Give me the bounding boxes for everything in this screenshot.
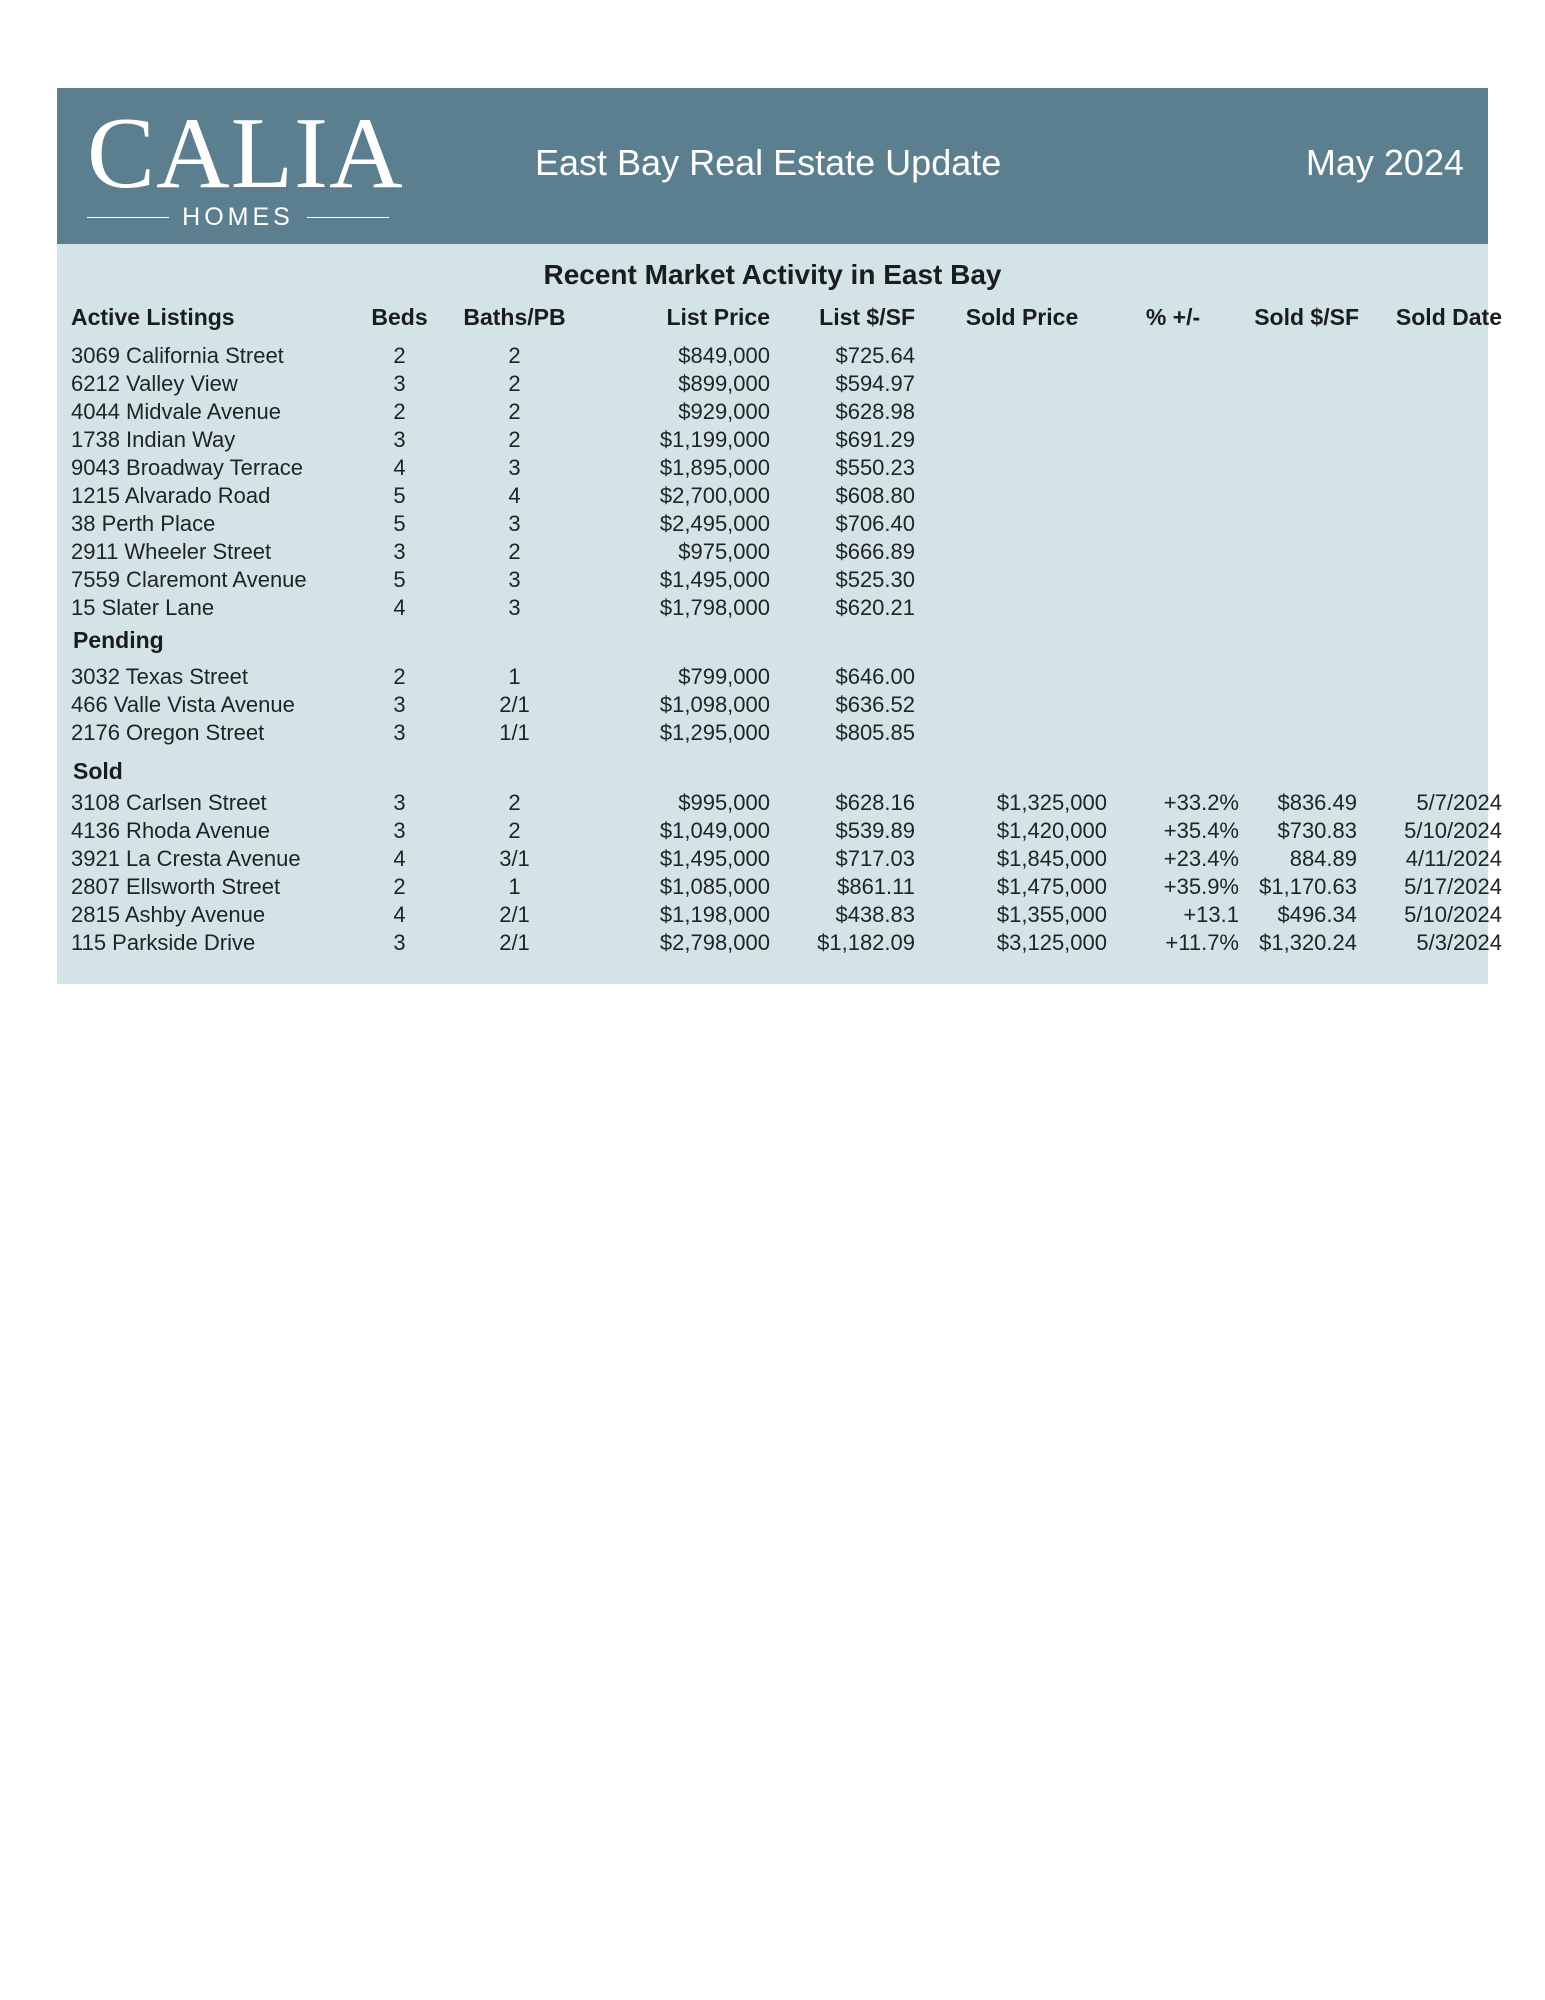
- cell-beds: 5: [393, 511, 406, 536]
- cell-list-price: $1,895,000: [659, 455, 770, 480]
- cell-address: 9043 Broadway Terrace: [71, 455, 303, 480]
- header-banner: [57, 88, 1488, 244]
- cell-price-change: +35.9%: [1163, 874, 1239, 899]
- cell-list-price-per-sf: $666.89: [835, 539, 915, 564]
- cell-list-price-per-sf: $805.85: [835, 720, 915, 745]
- cell-address: 4044 Midvale Avenue: [71, 399, 281, 424]
- cell-price-change: +23.4%: [1163, 846, 1239, 871]
- column-header-col: % +/-: [1145, 304, 1201, 330]
- cell-list-price: $1,198,000: [659, 902, 770, 927]
- cell-beds: 3: [393, 720, 406, 745]
- column-header-list-sf: List $/SF: [819, 304, 915, 330]
- column-header-sold-price: Sold Price: [965, 304, 1079, 330]
- cell-sold-price: $3,125,000: [996, 930, 1107, 955]
- cell-list-price-per-sf: $861.11: [837, 874, 915, 899]
- cell-sold-price-per-sf: $1,170.63: [1259, 874, 1357, 899]
- cell-baths: 2/1: [499, 692, 530, 717]
- cell-sold-price: $1,420,000: [996, 818, 1107, 843]
- group-label-pending: Pending: [73, 627, 164, 653]
- cell-list-price: $1,199,000: [659, 427, 770, 452]
- cell-sold-date: 5/10/2024: [1404, 902, 1502, 927]
- cell-list-price-per-sf: $550.23: [835, 455, 915, 480]
- report-title: East Bay Real Estate Update: [535, 142, 1002, 183]
- cell-list-price: $899,000: [678, 371, 770, 396]
- cell-address: 38 Perth Place: [71, 511, 216, 536]
- cell-baths: 3: [508, 455, 521, 480]
- cell-price-change: +35.4%: [1163, 818, 1239, 843]
- cell-list-price-per-sf: $725.64: [835, 343, 915, 368]
- cell-list-price: $2,798,000: [659, 930, 770, 955]
- cell-baths: 1: [508, 874, 521, 899]
- cell-list-price: $849,000: [678, 343, 770, 368]
- cell-address: 6212 Valley View: [71, 371, 238, 396]
- cell-baths: 2/1: [499, 902, 530, 927]
- cell-sold-price-per-sf: $496.34: [1277, 902, 1357, 927]
- cell-baths: 3: [508, 567, 521, 592]
- cell-baths: 1/1: [499, 720, 530, 745]
- cell-beds: 3: [393, 790, 406, 815]
- logo-wordmark: CALIA: [87, 97, 404, 210]
- cell-baths: 2: [508, 343, 521, 368]
- cell-address: 2176 Oregon Street: [71, 720, 265, 745]
- cell-beds: 2: [393, 664, 406, 689]
- cell-baths: 2: [508, 371, 521, 396]
- cell-address: 2807 Ellsworth Street: [71, 874, 281, 899]
- cell-address: 1215 Alvarado Road: [71, 483, 271, 508]
- cell-baths: 2: [508, 790, 521, 815]
- cell-price-change: +11.7%: [1165, 930, 1239, 955]
- logo-subtitle: HOMES: [182, 202, 294, 231]
- cell-sold-price: $1,325,000: [996, 790, 1107, 815]
- cell-beds: 5: [393, 567, 406, 592]
- cell-address: 466 Valle Vista Avenue: [71, 692, 295, 717]
- cell-list-price: $1,098,000: [659, 692, 770, 717]
- logo-rule-left: [87, 217, 169, 218]
- cell-address: 4136 Rhoda Avenue: [71, 818, 270, 843]
- section-title: Recent Market Activity in East Bay: [543, 259, 1002, 290]
- cell-list-price-per-sf: $691.29: [835, 427, 915, 452]
- cell-baths: 3: [508, 511, 521, 536]
- cell-list-price-per-sf: $438.83: [835, 902, 915, 927]
- cell-list-price: $1,495,000: [659, 846, 770, 871]
- cell-list-price-per-sf: $594.97: [835, 371, 915, 396]
- cell-price-change: +13.1: [1183, 902, 1239, 927]
- cell-list-price-per-sf: $1,182.09: [817, 930, 915, 955]
- cell-beds: 3: [393, 930, 406, 955]
- cell-beds: 3: [393, 818, 406, 843]
- cell-price-change: +33.2%: [1163, 790, 1239, 815]
- cell-sold-price-per-sf: $1,320.24: [1259, 930, 1357, 955]
- logo-subline: [87, 202, 389, 232]
- cell-sold-date: 5/3/2024: [1416, 930, 1502, 955]
- cell-sold-date: 5/10/2024: [1404, 818, 1502, 843]
- column-header-list-price: List Price: [666, 304, 770, 330]
- cell-beds: 3: [393, 539, 406, 564]
- cell-beds: 4: [393, 595, 406, 620]
- cell-list-price-per-sf: $636.52: [835, 692, 915, 717]
- column-header-beds: Beds: [371, 304, 428, 330]
- cell-list-price: $1,085,000: [659, 874, 770, 899]
- cell-sold-price-per-sf: $836.49: [1277, 790, 1357, 815]
- cell-beds: 3: [393, 371, 406, 396]
- cell-baths: 2: [508, 399, 521, 424]
- cell-list-price: $929,000: [678, 399, 770, 424]
- cell-list-price-per-sf: $628.98: [835, 399, 915, 424]
- column-header-sold-date: Sold Date: [1395, 304, 1502, 330]
- logo-rule-right: [307, 217, 389, 218]
- cell-beds: 4: [393, 902, 406, 927]
- cell-sold-date: 4/11/2024: [1405, 846, 1502, 871]
- cell-list-price: $1,495,000: [659, 567, 770, 592]
- cell-sold-price: $1,845,000: [996, 846, 1107, 871]
- cell-list-price: $1,798,000: [659, 595, 770, 620]
- company-logo: [87, 97, 404, 232]
- cell-beds: 2: [393, 399, 406, 424]
- cell-list-price-per-sf: $525.30: [835, 567, 915, 592]
- cell-address: 3069 California Street: [71, 343, 284, 368]
- cell-list-price-per-sf: $717.03: [835, 846, 915, 871]
- cell-list-price-per-sf: $628.16: [835, 790, 915, 815]
- cell-sold-date: 5/17/2024: [1404, 874, 1502, 899]
- cell-address: 2815 Ashby Avenue: [71, 902, 266, 927]
- cell-address: 1738 Indian Way: [71, 427, 236, 452]
- cell-baths: 1: [508, 664, 521, 689]
- cell-list-price: $2,495,000: [659, 511, 770, 536]
- cell-list-price-per-sf: $646.00: [835, 664, 915, 689]
- cell-baths: 2: [508, 818, 521, 843]
- market-activity-panel: [57, 244, 1502, 984]
- cell-address: 15 Slater Lane: [71, 595, 215, 620]
- report-date: May 2024: [1305, 142, 1464, 183]
- cell-list-price: $975,000: [678, 539, 770, 564]
- cell-sold-price: $1,355,000: [996, 902, 1107, 927]
- cell-beds: 2: [393, 343, 406, 368]
- cell-address: 7559 Claremont Avenue: [71, 567, 307, 592]
- cell-address: 2911 Wheeler Street: [71, 539, 272, 564]
- cell-beds: 4: [393, 846, 406, 871]
- cell-beds: 3: [393, 692, 406, 717]
- cell-list-price-per-sf: $539.89: [835, 818, 915, 843]
- column-header-active-listings: Active Listings: [71, 304, 235, 330]
- cell-beds: 2: [393, 874, 406, 899]
- cell-list-price: $1,049,000: [659, 818, 770, 843]
- cell-baths: 3: [508, 595, 521, 620]
- column-header-sold-sf: Sold $/SF: [1254, 304, 1359, 330]
- cell-address: 3921 La Cresta Avenue: [71, 846, 301, 871]
- cell-list-price: $799,000: [678, 664, 770, 689]
- group-label-sold: Sold: [73, 758, 123, 784]
- cell-baths: 2/1: [499, 930, 530, 955]
- cell-baths: 3/1: [499, 846, 530, 871]
- cell-list-price: $995,000: [678, 790, 770, 815]
- cell-list-price: $2,700,000: [659, 483, 770, 508]
- cell-beds: 3: [393, 427, 406, 452]
- cell-sold-price: $1,475,000: [996, 874, 1107, 899]
- cell-baths: 2: [508, 539, 521, 564]
- column-header-baths-pb: Baths/PB: [463, 304, 566, 330]
- cell-baths: 2: [508, 427, 521, 452]
- cell-list-price-per-sf: $620.21: [835, 595, 915, 620]
- cell-address: 115 Parkside Drive: [71, 930, 256, 955]
- cell-list-price-per-sf: $706.40: [835, 511, 915, 536]
- cell-sold-price-per-sf: $730.83: [1277, 818, 1357, 843]
- cell-list-price: $1,295,000: [659, 720, 770, 745]
- cell-beds: 5: [393, 483, 406, 508]
- cell-sold-price-per-sf: 884.89: [1289, 846, 1357, 871]
- cell-beds: 4: [393, 455, 406, 480]
- cell-list-price-per-sf: $608.80: [835, 483, 915, 508]
- cell-address: 3032 Texas Street: [71, 664, 248, 689]
- cell-baths: 4: [508, 483, 521, 508]
- cell-sold-date: 5/7/2024: [1416, 790, 1502, 815]
- cell-address: 3108 Carlsen Street: [71, 790, 267, 815]
